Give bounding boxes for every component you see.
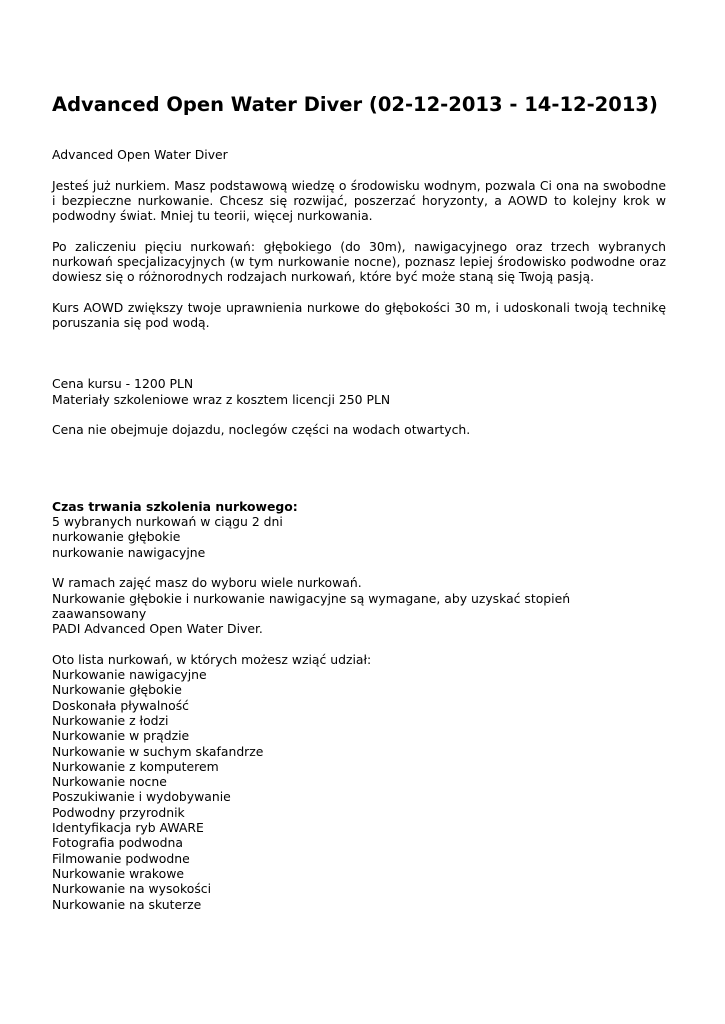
- dive-list: [52, 667, 666, 912]
- course-subtitle: Advanced Open Water Diver: [52, 147, 228, 162]
- choice-line: PADI Advanced Open Water Diver.: [52, 621, 263, 637]
- dive-list-item: Identyfikacja ryb AWARE: [52, 820, 204, 836]
- price-note: Cena nie obejmuje dojazdu, noclegów części na wodach otwartych.: [52, 422, 471, 438]
- dive-list-item: Nurkowanie na wysokości: [52, 881, 212, 897]
- dive-list-item: Nurkowanie z łodzi: [52, 712, 169, 728]
- materials-price: Materiały szkoleniowe wraz z kosztem licencji 250 PLN: [52, 391, 391, 407]
- dive-list-item: Poszukiwanie i wydobywanie: [52, 789, 231, 805]
- dive-list-item: Filmowanie podwodne: [52, 850, 190, 866]
- duration-heading: Czas trwania szkolenia nurkowego:: [52, 498, 298, 514]
- dive-list-item: Doskonała pływalność: [52, 697, 189, 713]
- dive-list-item: Nurkowanie z komputerem: [52, 758, 219, 774]
- dive-list-item: Nurkowanie w suchym skafandrze: [52, 743, 264, 759]
- requirements-paragraph: Po zaliczeniu pięciu nurkowań: głębokiego (do 30m), nawigacyjnego oraz trzech wybranych nurkowań specjalizacyjnych (w tym nurkowanie nocne), poznasz lepiej środowisko podwodne oraz dowiesz się o różnorodnych rodzajach nurkowań, które być może staną się Twoją pasją.: [52, 238, 666, 285]
- dive-list-item: Nurkowanie nawigacyjne: [52, 667, 207, 683]
- dive-list-item: Podwodny przyrodnik: [52, 804, 185, 820]
- dive-list-item: Nurkowanie nocne: [52, 774, 167, 790]
- benefits-paragraph: Kurs AOWD zwiększy twoje uprawnienia nurkowe do głębokości 30 m, i udoskonali twoją technikę poruszania się pod wodą.: [52, 299, 666, 331]
- dive-list-item: Nurkowanie wrakowe: [52, 865, 185, 881]
- dive-list-intro: Oto lista nurkowań, w których możesz wziąć udział:: [52, 651, 372, 667]
- duration-line: nurkowanie głębokie: [52, 529, 181, 545]
- dive-list-item: Nurkowanie na skuterze: [52, 896, 202, 912]
- dive-list-item: Nurkowanie w prądzie: [52, 728, 190, 744]
- page-title: Advanced Open Water Diver (02-12-2013 - 14-12-2013): [52, 93, 658, 116]
- course-price: Cena kursu - 1200 PLN: [52, 376, 194, 392]
- dive-list-item: Fotografia podwodna: [52, 835, 183, 851]
- choice-line: Nurkowanie głębokie i nurkowanie nawigacyjne są wymagane, aby uzyskać stopień zaawansowany: [52, 590, 571, 621]
- dive-list-item: Nurkowanie głębokie: [52, 682, 182, 698]
- intro-paragraph: Jesteś już nurkiem. Masz podstawową wiedzę o środowisku wodnym, pozwala Ci ona na swobodne i bezpieczne nurkowanie. Chcesz się rozwijać, poszerzać horyzonty, a AOWD to kolejny krok w podwodny świat. Mniej tu teorii, więcej nurkowania.: [52, 177, 666, 224]
- duration-line: nurkowanie nawigacyjne: [52, 544, 206, 560]
- duration-line: 5 wybranych nurkowań w ciągu 2 dni: [52, 514, 283, 530]
- document-body: [52, 147, 666, 912]
- choice-line: W ramach zajęć masz do wyboru wiele nurkowań.: [52, 575, 362, 591]
